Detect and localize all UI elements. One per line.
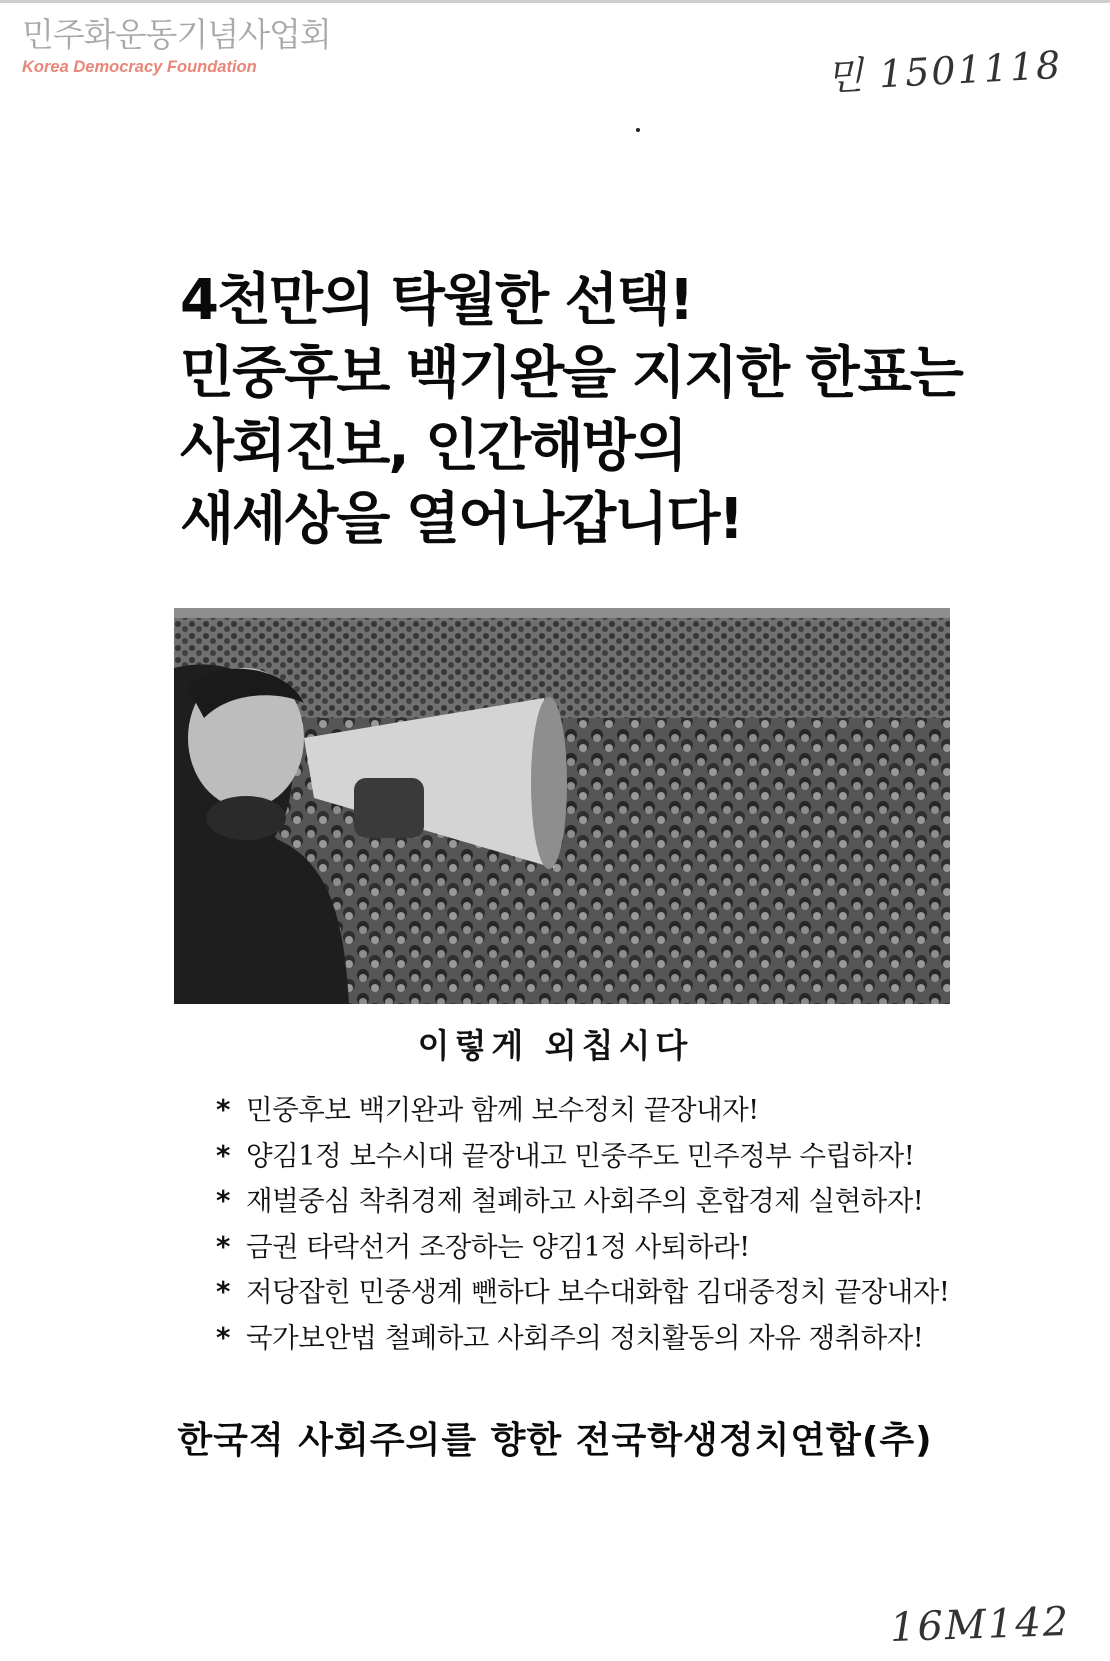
handwritten-document-number: 16M142 xyxy=(889,1598,1071,1652)
slogan-item xyxy=(216,1316,949,1362)
asterisk-bullet-icon: * xyxy=(216,1321,230,1354)
scan-edge-line xyxy=(0,0,1110,3)
slogan-item xyxy=(216,1179,949,1225)
logo-korean-text: 민주화운동기념사업회 xyxy=(22,15,331,54)
slogan-text: 재벌중심 착취경제 철폐하고 사회주의 혼합경제 실현하자! xyxy=(246,1185,924,1217)
slogan-item xyxy=(216,1134,949,1180)
asterisk-bullet-icon: * xyxy=(216,1185,230,1217)
scan-speck xyxy=(636,128,640,132)
asterisk-bullet-icon: * xyxy=(216,1230,230,1263)
slogan-text: 양김1정 보수시대 끝장내고 민중주도 민주정부 수립하자! xyxy=(246,1139,915,1172)
slogans-title: 이렇게 외칩시다 xyxy=(417,1026,693,1065)
slogan-text: 국가보안법 철폐하고 사회주의 정치활동의 자유 쟁취하자! xyxy=(246,1321,924,1354)
slogan-text: 저당잡힌 민중생계 뺀하다 보수대화합 김대중정치 끝장내자! xyxy=(246,1276,950,1308)
slogan-item xyxy=(216,1270,949,1316)
logo-english-text: Korea Democracy Foundation xyxy=(22,58,257,76)
slogan-item xyxy=(216,1088,949,1134)
headline-line: 사회진보, 인간해방의 xyxy=(180,414,686,479)
headline-line: 4천만의 탁월한 선택! xyxy=(180,268,693,333)
headline xyxy=(180,264,1040,556)
slogan-list xyxy=(216,1088,949,1361)
asterisk-bullet-icon: * xyxy=(216,1094,230,1126)
foundation-logo xyxy=(22,16,331,77)
slogan-text: 금권 타락선거 조장하는 양김1정 사퇴하라! xyxy=(246,1230,750,1263)
headline-line: 민중후보 백기완을 지지한 한표는 xyxy=(180,341,962,406)
asterisk-bullet-icon: * xyxy=(216,1276,230,1308)
slogan-item xyxy=(216,1225,949,1271)
rally-photo xyxy=(174,608,950,1004)
slogan-text: 민중후보 백기완과 함께 보수정치 끝장내자! xyxy=(246,1094,759,1126)
rally-photo-drawing xyxy=(174,608,950,1004)
headline-line: 새세상을 열어나갑니다! xyxy=(180,487,742,552)
handwritten-archive-code: 민 1501118 xyxy=(825,42,1064,100)
asterisk-bullet-icon: * xyxy=(216,1139,230,1172)
organization-name: 한국적 사회주의를 향한 전국학생정치연합(추) xyxy=(177,1420,933,1461)
